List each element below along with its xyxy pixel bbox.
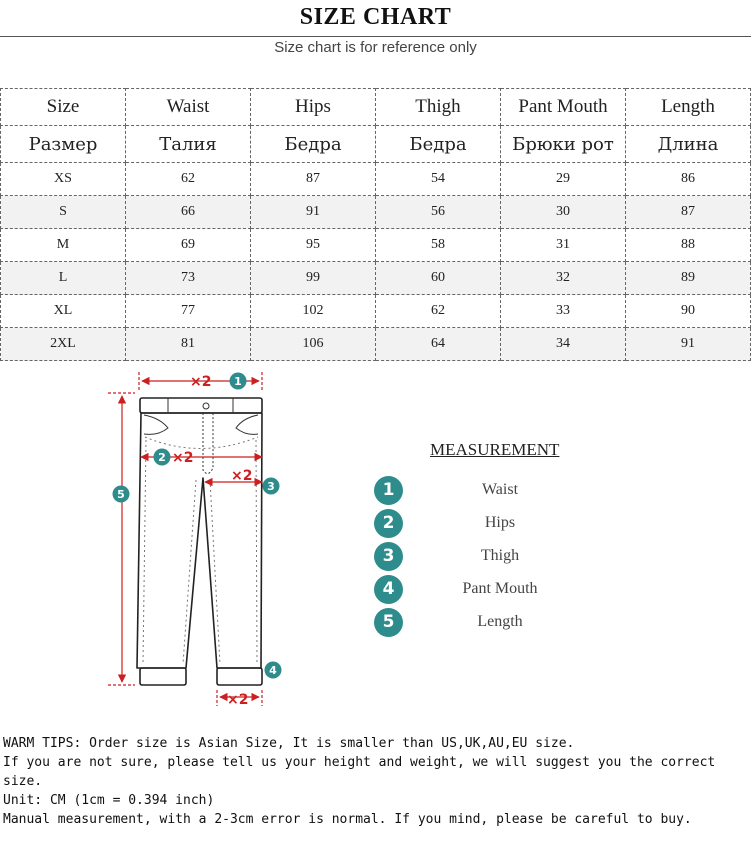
table-cell: 2XL (1, 328, 126, 361)
header-cell: Длина (626, 126, 751, 163)
table-cell: 88 (626, 229, 751, 262)
table-cell: 106 (251, 328, 376, 361)
callout-number: 1 (234, 375, 242, 388)
table-cell: S (1, 196, 126, 229)
page-subtitle: Size chart is for reference only (274, 39, 477, 56)
measurement-label: Thigh (480, 547, 520, 564)
pants-details (143, 398, 258, 664)
number-badge: 4 (374, 575, 403, 604)
callout-number: 3 (267, 480, 275, 493)
table-cell: 69 (126, 229, 251, 262)
table-cell: 81 (126, 328, 251, 361)
table-header-row (1, 89, 751, 126)
number-badge: 5 (374, 608, 403, 637)
number-badge: 1 (374, 476, 403, 505)
table-cell: 87 (626, 196, 751, 229)
measurement-label: Length (477, 613, 523, 630)
table-cell: 91 (626, 328, 751, 361)
table-cell: 31 (501, 229, 626, 262)
header-cell: Thigh (376, 89, 501, 126)
header-cell: Брюки рот (501, 126, 626, 163)
table-cell: 66 (126, 196, 251, 229)
table-cell: 90 (626, 295, 751, 328)
header-cell: Waist (126, 89, 251, 126)
measure-guides (108, 372, 262, 706)
measurement-item (374, 575, 594, 605)
table-cell: M (1, 229, 126, 262)
header-cell: Length (626, 89, 751, 126)
table-row (1, 229, 751, 262)
header-cell: Бедра (376, 126, 501, 163)
table-row (1, 328, 751, 361)
table-cell: 102 (251, 295, 376, 328)
table-cell: 62 (126, 163, 251, 196)
measurement-title: MEASUREMENT (430, 440, 560, 459)
header-cell: Size (1, 89, 126, 126)
table-cell: XS (1, 163, 126, 196)
table-row (1, 262, 751, 295)
table-cell: L (1, 262, 126, 295)
header-cell: Pant Mouth (501, 89, 626, 126)
measurement-label: Hips (484, 514, 516, 531)
table-cell: 56 (376, 196, 501, 229)
pant-mouth-multiplier: ×2 (227, 692, 249, 707)
table-cell: 95 (251, 229, 376, 262)
header-cell: Бедра (251, 126, 376, 163)
table-row (1, 196, 751, 229)
measurement-item (374, 608, 594, 638)
table-cell: 60 (376, 262, 501, 295)
waist-multiplier: ×2 (190, 374, 212, 390)
table-cell: 33 (501, 295, 626, 328)
table-cell: 73 (126, 262, 251, 295)
tip-line: Manual measurement, with a 2-3cm error is normal. If you mind, please be careful to buy. (3, 812, 692, 827)
callout-number: 5 (117, 488, 125, 501)
table-row (1, 295, 751, 328)
tip-line: If you are not sure, please tell us your height and weight, we will suggest you the correct size. (3, 755, 716, 789)
table-cell: 86 (626, 163, 751, 196)
table-cell: 34 (501, 328, 626, 361)
number-badge: 3 (374, 542, 403, 571)
page-title: SIZE CHART (299, 4, 452, 30)
table-cell: 91 (251, 196, 376, 229)
table-cell: 58 (376, 229, 501, 262)
table-cell: 87 (251, 163, 376, 196)
table-cell: XL (1, 295, 126, 328)
table-header-row-russian (1, 126, 751, 163)
thigh-multiplier: ×2 (231, 468, 253, 484)
table-cell: 54 (376, 163, 501, 196)
measurement-item (374, 542, 594, 572)
size-table (0, 88, 751, 361)
table-cell: 77 (126, 295, 251, 328)
table-row (1, 163, 751, 196)
tip-line: WARM TIPS: Order size is Asian Size, It is smaller than US,UK,AU,EU size. (3, 736, 575, 751)
pants-measurement-diagram (100, 362, 290, 707)
table-cell: 29 (501, 163, 626, 196)
measurement-item (374, 509, 594, 539)
table-cell: 89 (626, 262, 751, 295)
table-cell: 64 (376, 328, 501, 361)
callout-number: 2 (158, 451, 166, 464)
callout-number: 4 (269, 664, 277, 677)
table-cell: 32 (501, 262, 626, 295)
warm-tips (3, 734, 748, 829)
table-cell: 30 (501, 196, 626, 229)
number-badge: 2 (374, 509, 403, 538)
title-divider (0, 36, 751, 37)
header-cell: Талия (126, 126, 251, 163)
table-cell: 62 (376, 295, 501, 328)
measurement-label: Pant Mouth (462, 580, 538, 597)
measurement-label: Waist (481, 481, 519, 498)
table-cell: 99 (251, 262, 376, 295)
multiplier-labels (172, 374, 252, 707)
tip-line: Unit: CM (1cm = 0.394 inch) (3, 793, 215, 808)
hips-multiplier: ×2 (172, 450, 194, 466)
header-cell: Hips (251, 89, 376, 126)
header-cell: Размер (1, 126, 126, 163)
measurement-item (374, 476, 594, 506)
